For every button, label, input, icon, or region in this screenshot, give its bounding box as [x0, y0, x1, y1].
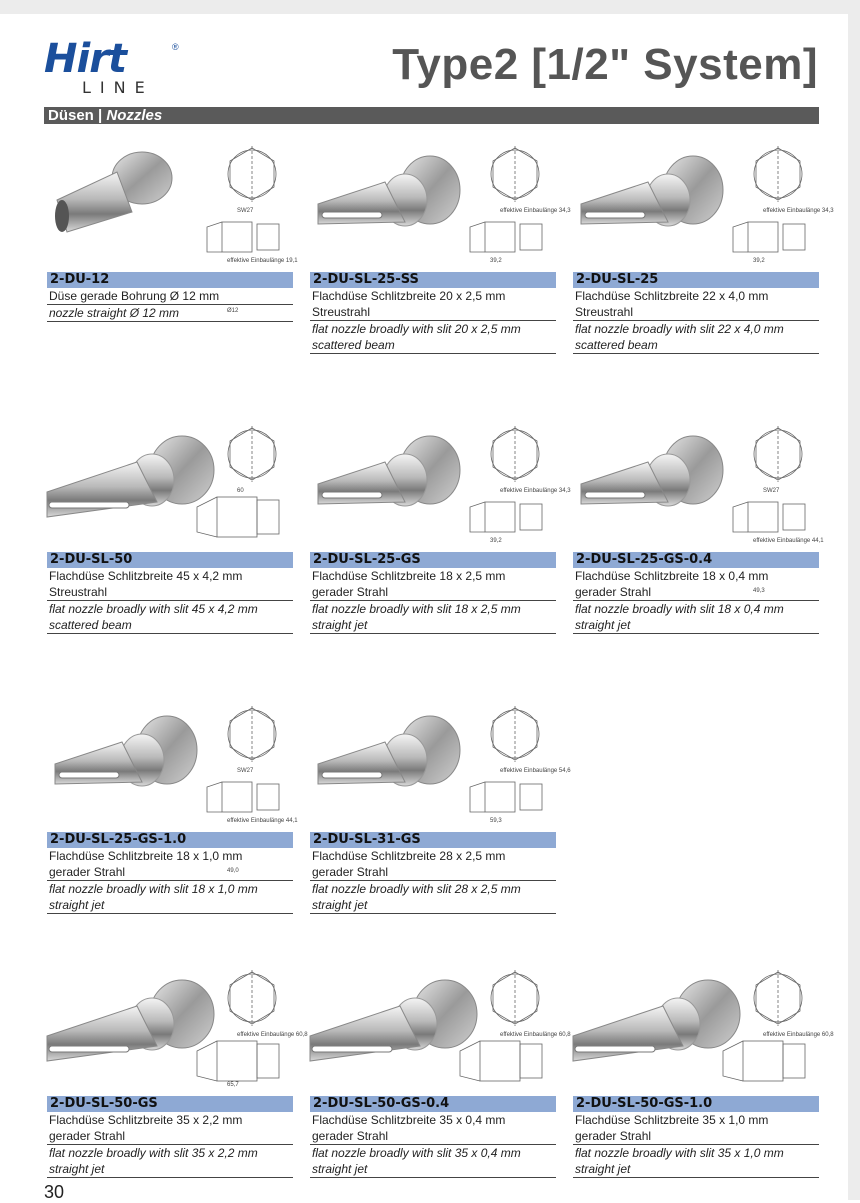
product-card [573, 422, 824, 634]
description-en [310, 601, 556, 634]
description-de [310, 848, 556, 881]
product-card [47, 702, 298, 914]
product-card [47, 142, 298, 322]
description-de-line: Flachdüse Schlitzbreite 35 x 2,2 mm [49, 1113, 243, 1127]
section-separator: | [93, 107, 107, 124]
description-de [573, 288, 819, 321]
description-de-line: Flachdüse Schlitzbreite 18 x 0,4 mm [575, 569, 769, 583]
description-en-line: flat nozzle broadly with slit 18 x 2,5 mm [312, 602, 521, 616]
description-de [47, 568, 293, 601]
description-de [47, 288, 293, 305]
product-code: 2-DU-SL-25-GS [310, 552, 556, 568]
description-de-line: Flachdüse Schlitzbreite 35 x 0,4 mm [312, 1113, 506, 1127]
drawing-dimension-label: 39,2 [490, 258, 502, 264]
description-en [47, 601, 293, 634]
description-en-line: straight jet [312, 898, 368, 912]
description-de-line: gerader Strahl [312, 585, 389, 599]
description-de [310, 288, 556, 321]
description-en-line: flat nozzle broadly with slit 45 x 4,2 mm [49, 602, 258, 616]
description-de-line: Flachdüse Schlitzbreite 18 x 2,5 mm [312, 569, 506, 583]
description-en-line: flat nozzle broadly with slit 22 x 4,0 mm [575, 322, 784, 336]
product-code: 2-DU-SL-25 [573, 272, 819, 288]
nozzle-image [310, 422, 571, 552]
description-en-line: scattered beam [575, 338, 658, 352]
description-en [573, 321, 819, 354]
section-header [44, 107, 819, 124]
description-en-line: straight jet [575, 1162, 631, 1176]
product-code: 2-DU-SL-50 [47, 552, 293, 568]
product-code: 2-DU-SL-25-GS-0.4 [573, 552, 819, 568]
description-en-line: flat nozzle broadly with slit 20 x 2,5 mm [312, 322, 521, 336]
description-de-line: Streustrahl [575, 305, 634, 319]
product-illustration [47, 966, 308, 1096]
product-illustration [47, 422, 293, 552]
description-en-line: flat nozzle broadly with slit 35 x 1,0 mm [575, 1146, 784, 1160]
page-number: 30 [44, 1182, 65, 1202]
description-de-line: Düse gerade Bohrung Ø 12 mm [49, 289, 220, 303]
description-en [573, 1145, 819, 1178]
section-title-de: Düsen [48, 107, 94, 124]
description-en [310, 1145, 556, 1178]
product-illustration [573, 142, 834, 272]
product-code: 2-DU-SL-31-GS [310, 832, 556, 848]
product-illustration [310, 142, 571, 272]
drawing-dimension-label: effektive Einbaulänge 44,1 [227, 818, 298, 824]
product-card [310, 702, 571, 914]
product-card [47, 422, 293, 634]
description-en [310, 321, 556, 354]
description-en-line: straight jet [49, 1162, 105, 1176]
description-de-line: gerader Strahl [49, 865, 126, 879]
description-de [310, 1112, 556, 1145]
description-en [47, 881, 293, 914]
description-en-line: straight jet [49, 898, 105, 912]
description-de [573, 568, 819, 601]
nozzle-image [310, 702, 571, 832]
description-en [573, 601, 819, 634]
description-de-line: Flachdüse Schlitzbreite 22 x 4,0 mm [575, 289, 769, 303]
description-de [47, 848, 293, 881]
drawing-dimension-label: effektive Einbaulänge 19,1 [227, 258, 298, 264]
nozzle-image [310, 142, 571, 272]
drawing-dimension-label: effektive Einbaulänge 60,8 [763, 1032, 834, 1038]
drawing-dimension-label: effektive Einbaulänge 54,6 [500, 768, 571, 774]
description-en-line: flat nozzle broadly with slit 28 x 2,5 mm [312, 882, 521, 896]
drawing-dimension-label: 59,3 [490, 818, 502, 824]
description-en-line: nozzle straight Ø 12 mm [49, 306, 180, 320]
logo-registered-mark: ® [172, 42, 179, 52]
product-illustration [310, 966, 571, 1096]
description-de-line: gerader Strahl [312, 865, 389, 879]
nozzle-image [573, 966, 834, 1096]
description-en-line: flat nozzle broadly with slit 18 x 1,0 mm [49, 882, 258, 896]
description-de-line: gerader Strahl [575, 585, 652, 599]
product-code: 2-DU-SL-50-GS [47, 1096, 293, 1112]
drawing-dimension-label: Ø12 [227, 308, 239, 314]
hirt-line-logo [44, 36, 184, 98]
product-card [573, 966, 834, 1178]
drawing-dimension-label: effektive Einbaulänge 34,3 [763, 208, 834, 214]
product-illustration [573, 966, 834, 1096]
description-de [310, 568, 556, 601]
product-card [310, 142, 571, 354]
product-card [310, 966, 571, 1178]
product-card [47, 966, 308, 1178]
product-illustration [310, 702, 571, 832]
drawing-dimension-label: SW27 [237, 768, 254, 774]
description-de-line: gerader Strahl [49, 1129, 126, 1143]
drawing-dimension-label: effektive Einbaulänge 34,3 [500, 488, 571, 494]
description-de-line: Flachdüse Schlitzbreite 28 x 2,5 mm [312, 849, 506, 863]
description-de-line: Flachdüse Schlitzbreite 20 x 2,5 mm [312, 289, 506, 303]
nozzle-image [47, 422, 293, 552]
description-de [573, 1112, 819, 1145]
description-de-line: Streustrahl [312, 305, 371, 319]
description-en-line: scattered beam [312, 338, 395, 352]
description-de-line: Flachdüse Schlitzbreite 18 x 1,0 mm [49, 849, 243, 863]
description-en-line: flat nozzle broadly with slit 18 x 0,4 mm [575, 602, 784, 616]
drawing-dimension-label: 49,0 [227, 868, 239, 874]
product-card [573, 142, 834, 354]
page-right-margin [848, 0, 860, 1200]
drawing-dimension-label: 49,3 [753, 588, 765, 594]
drawing-dimension-label: SW27 [763, 488, 780, 494]
drawing-dimension-label: effektive Einbaulänge 60,8 [500, 1032, 571, 1038]
nozzle-image [573, 142, 834, 272]
product-code: 2-DU-SL-50-GS-1.0 [573, 1096, 819, 1112]
product-illustration [310, 422, 571, 552]
nozzle-image [310, 966, 571, 1096]
description-de-line: Flachdüse Schlitzbreite 45 x 4,2 mm [49, 569, 243, 583]
drawing-dimension-label: effektive Einbaulänge 44,1 [753, 538, 824, 544]
description-de-line: gerader Strahl [575, 1129, 652, 1143]
description-en [310, 881, 556, 914]
description-de-line: gerader Strahl [312, 1129, 389, 1143]
description-de [47, 1112, 293, 1145]
drawing-dimension-label: effektive Einbaulänge 34,3 [500, 208, 571, 214]
product-code: 2-DU-SL-25-GS-1.0 [47, 832, 293, 848]
drawing-dimension-label: 65,7 [227, 1082, 239, 1088]
product-card [310, 422, 571, 634]
section-title-en: Nozzles [106, 107, 163, 124]
product-code: 2-DU-SL-50-GS-0.4 [310, 1096, 556, 1112]
nozzle-image [47, 966, 308, 1096]
drawing-dimension-label: effektive Einbaulänge 60,8 [237, 1032, 308, 1038]
description-de-line: Streustrahl [49, 585, 108, 599]
description-en-line: straight jet [312, 1162, 368, 1176]
description-en-line: scattered beam [49, 618, 132, 632]
logo-wordmark: Hirt [44, 36, 127, 82]
drawing-dimension-label: 39,2 [490, 538, 502, 544]
description-en-line: flat nozzle broadly with slit 35 x 2,2 mm [49, 1146, 258, 1160]
description-en [47, 1145, 293, 1178]
description-en [47, 305, 293, 322]
description-en-line: straight jet [312, 618, 368, 632]
drawing-dimension-label: 39,2 [753, 258, 765, 264]
drawing-dimension-label: SW27 [237, 208, 254, 214]
drawing-dimension-label: 60 [237, 488, 244, 494]
description-de-line: Flachdüse Schlitzbreite 35 x 1,0 mm [575, 1113, 769, 1127]
page-top-margin [0, 0, 860, 14]
description-en-line: flat nozzle broadly with slit 35 x 0,4 mm [312, 1146, 521, 1160]
page-title: Type2 [1/2" System] [392, 40, 818, 89]
product-code: 2-DU-SL-25-SS [310, 272, 556, 288]
logo-subtext: LINE [82, 78, 154, 97]
description-en-line: straight jet [575, 618, 631, 632]
product-code: 2-DU-12 [47, 272, 293, 288]
